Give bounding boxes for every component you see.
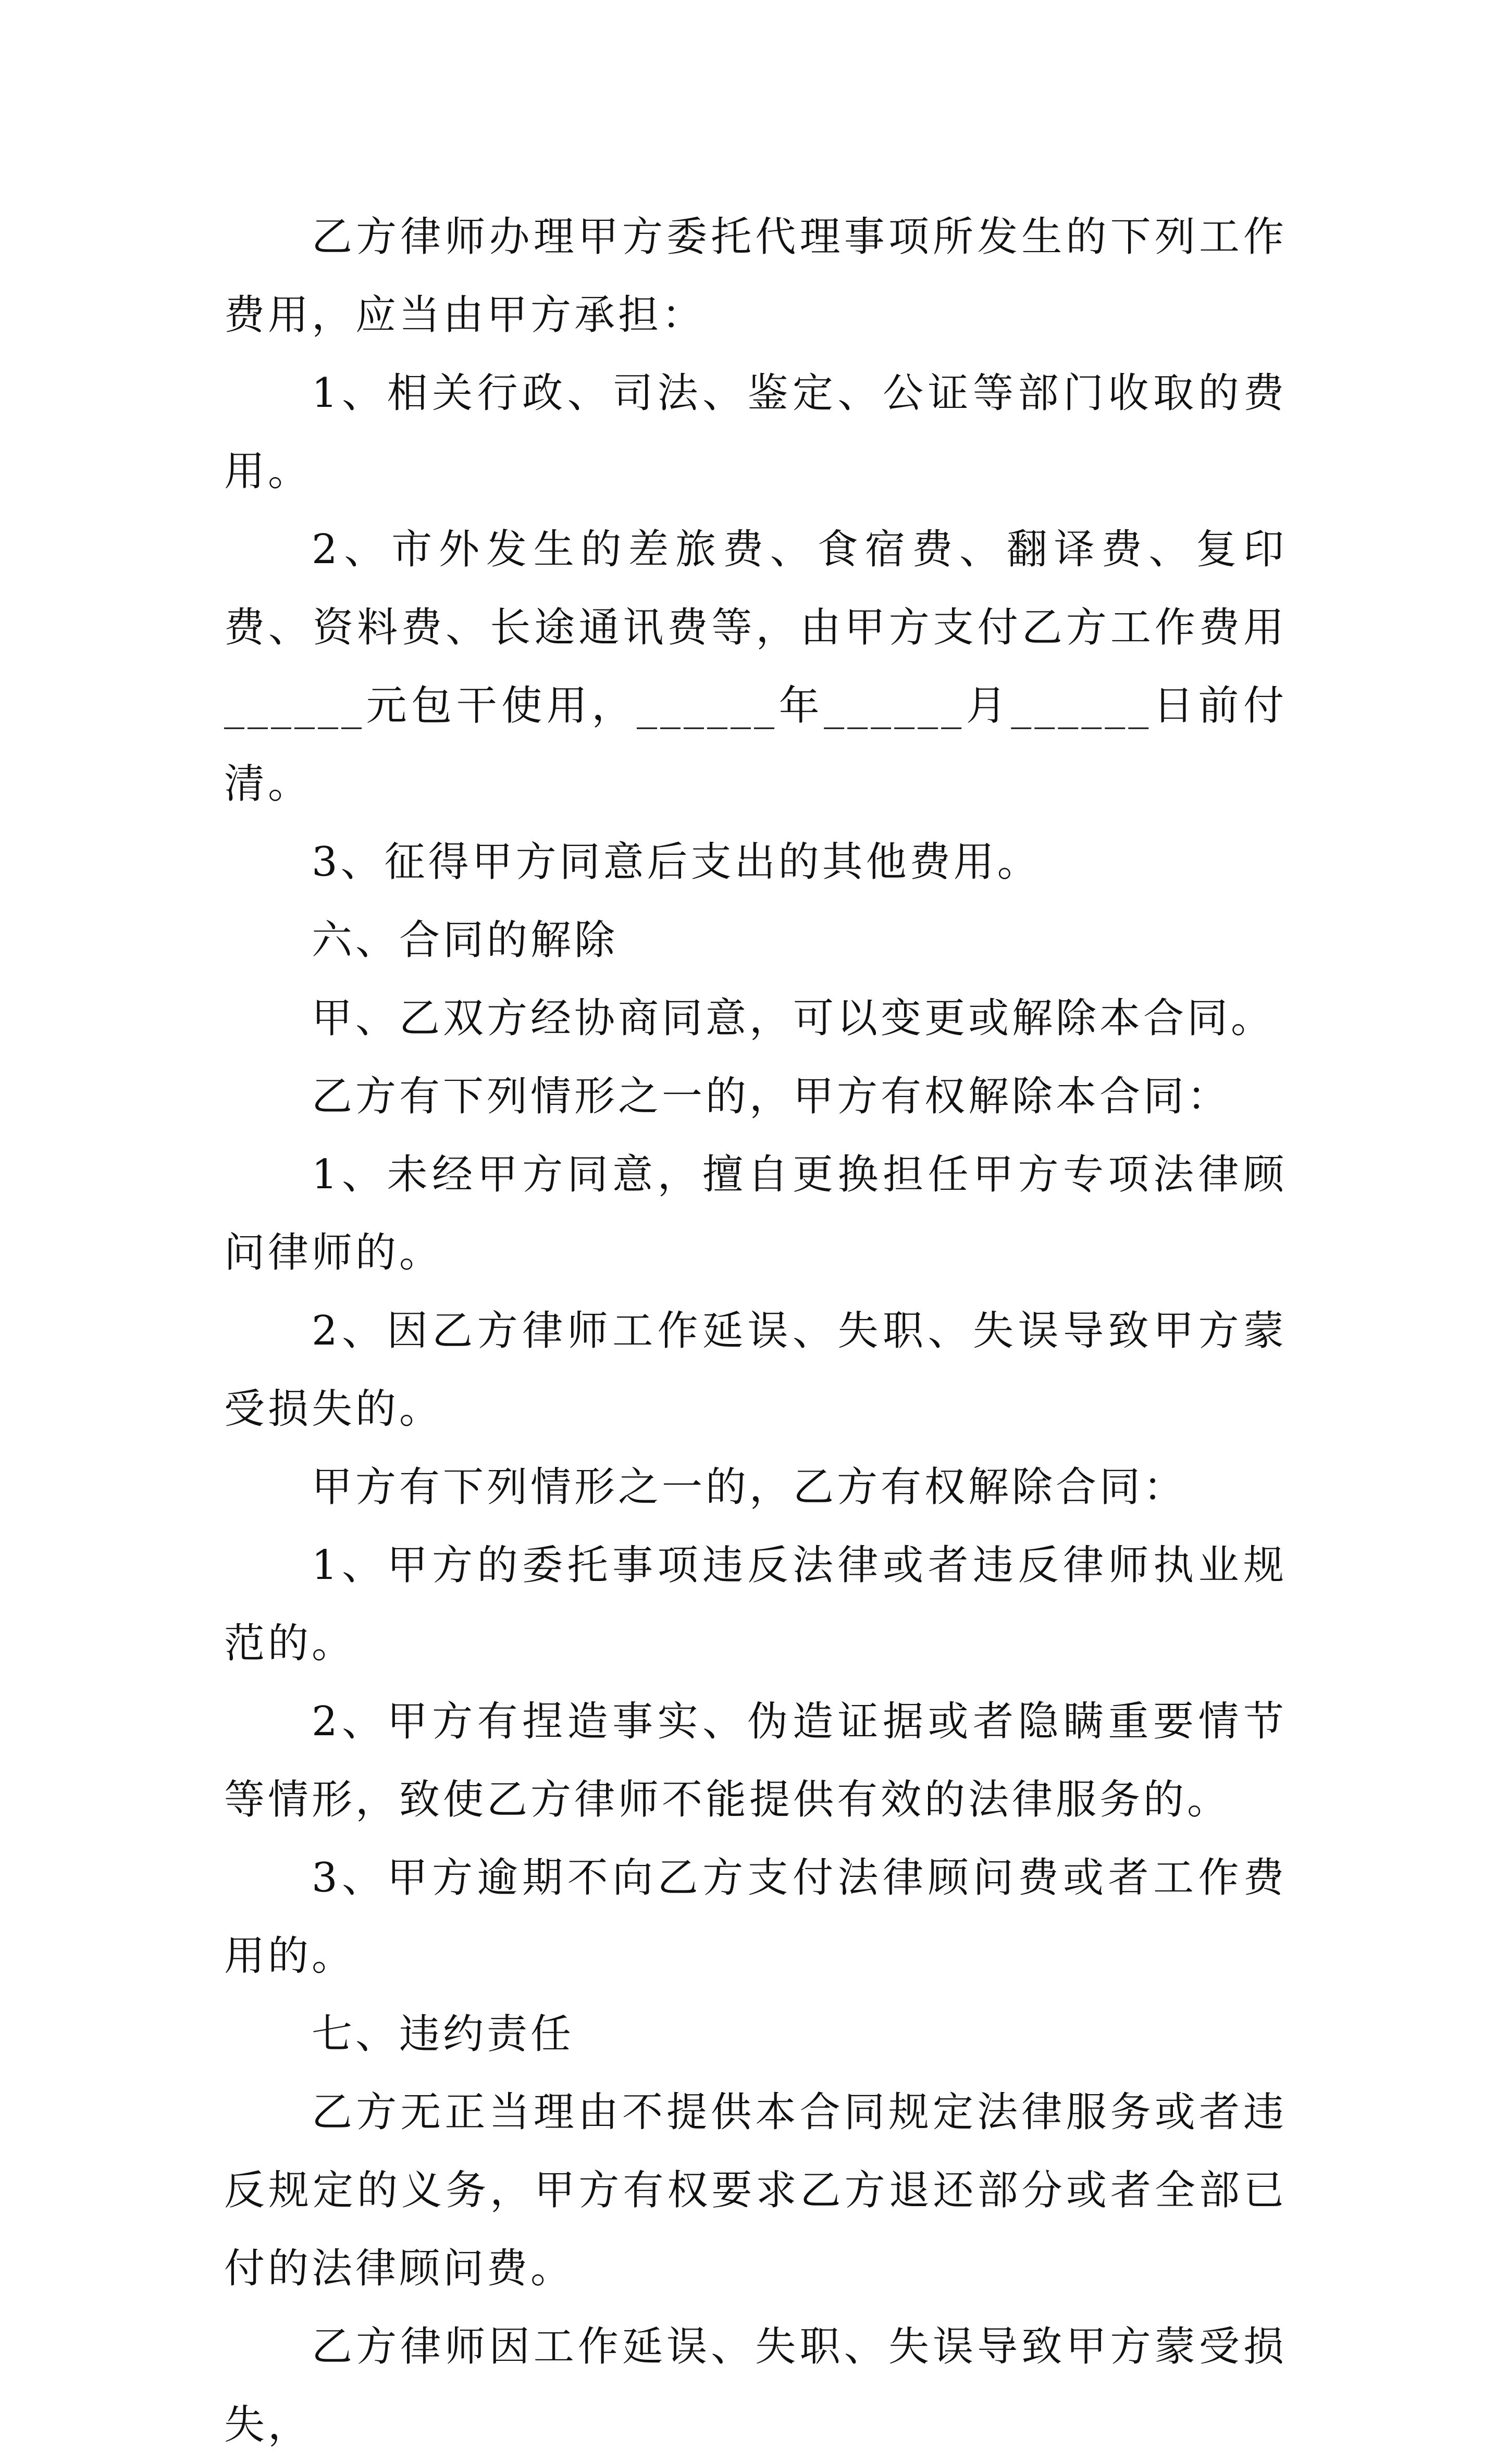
paragraph-expense-item-1: 1、相关行政、司法、鉴定、公证等部门收取的费用。	[224, 370, 1287, 495]
paragraph-expense-item-2: 2、市外发生的差旅费、食宿费、翻译费、复印费、资料费、长途通讯费等，由甲方支付乙方工作费用______元包干使用，______年______月______日前付清。	[224, 526, 1287, 807]
paragraph-party-b-right-2: 2、甲方有捏造事实、伪造证据或者隐瞒重要情节等情形，致使乙方律师不能提供有效的法律服务的。	[224, 1698, 1287, 1823]
paragraph-expenses-intro: 乙方律师办理甲方委托代理事项所发生的下列工作费用，应当由甲方承担：	[224, 214, 1287, 339]
paragraph-party-b-right-3: 3、甲方逾期不向乙方支付法律顾问费或者工作费用的。	[224, 1855, 1287, 1980]
section-heading-liability: 七、违约责任	[312, 2011, 575, 2058]
paragraph-party-b-rights-intro: 甲方有下列情形之一的，乙方有权解除合同：	[312, 1464, 1188, 1511]
paragraph-party-b-right-1: 1、甲方的委托事项违反法律或者违反律师执业规范的。	[224, 1542, 1287, 1667]
section-heading-termination: 六、合同的解除	[312, 917, 619, 964]
paragraph-liability-1: 乙方无正当理由不提供本合同规定法律服务或者违反规定的义务，甲方有权要求乙方退还部分或者全部已付的法律顾问费。	[224, 2089, 1287, 2292]
paragraph-liability-2: 乙方律师因工作延误、失职、失误导致甲方蒙受损失，	[224, 2323, 1287, 2448]
paragraph-expense-item-3: 3、征得甲方同意后支出的其他费用。	[312, 839, 1041, 886]
document-body	[224, 198, 1287, 2464]
paragraph-party-a-right-2: 2、因乙方律师工作延误、失职、失误导致甲方蒙受损失的。	[224, 1308, 1287, 1433]
paragraph-mutual-termination: 甲、乙双方经协商同意，可以变更或解除本合同。	[312, 995, 1275, 1042]
paragraph-party-a-rights-intro: 乙方有下列情形之一的，甲方有权解除本合同：	[312, 1073, 1231, 1120]
paragraph-party-a-right-1: 1、未经甲方同意，擅自更换担任甲方专项法律顾问律师的。	[224, 1151, 1287, 1276]
